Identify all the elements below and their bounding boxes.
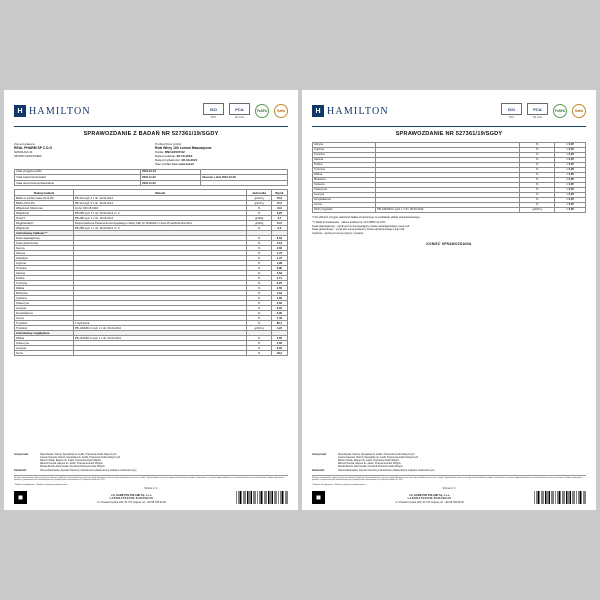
header-divider-2 [312, 126, 586, 127]
table-row: Walina PB-134/HPLC wyd. 1 z dn. 06.02.2012 % 4,55 [15, 336, 288, 341]
table-row: Tryptofan z wyliczenia % 80,1 [15, 321, 288, 326]
legal-note-small-2: * Badanie akredytowane, # Badanie wykonane podwykonawczo [312, 483, 366, 486]
table-row: Fenyloalanina % 2,90 [15, 311, 288, 316]
page2-notes: *) Do obliczeń przyjęto zawartość białka oznaczonego na podstawie składu aminokwasowego. **) Skład aminokwasów - zakres analityczny od 0,085% do 10%. Kwas asparaginowy - wynik jest sumą asparaginy, kwasu asparaginowego i jego soli. Kwas glutaminowy - wynik jest sumą glutaminy, kwasu glutaminowego i jego soli. Cysteina - wynik jest sumą cystyny i cysteiny. [312, 215, 421, 235]
company-block-2: J.S. HAMILTON POLAND Sp. z o.o. LABORATORIUM BADAWCZE ul. Chwaszczyńska 180, 81-571 Gdynia, tel. +48 58 766 99 00 [395, 493, 464, 504]
legal-note-2: Niniejsze sprawozdanie dotyczy wyłącznie badanych obiektów. Sprawozdanie bez pisemnej zgody laboratorium nie może być powielane inaczej niż w całości. Wyniki badań odnoszą się wyłącznie do badanych próbek. Laboratorium nie ponosi odpowiedzialności za informacje dostarczone przez klienta. Podane niepewności pomiaru są niepewnościami rozszerzonymi przy współczynniku rozszerzenia k=2 i poziomie ufności ok. 95%. [312, 475, 586, 482]
table-row: Leucyna % < 0,05 [313, 192, 586, 197]
date-row: Data ukończenia sprawozdania 2019-11-22 [15, 180, 288, 186]
legal-note-small-1: * Badanie akredytowane, # Badanie wykonane podwykonawczo [14, 483, 68, 486]
table-row: Kwas asparaginowy % 9,54 [15, 236, 288, 241]
table-row: Aminokwasy białkowe ** [15, 231, 288, 236]
table-row: Izoleucyna % < 0,05 [313, 187, 586, 192]
page1-title: SPRAWOZDANIE Z BADAŃ NR 527361/19/SGDY [83, 130, 219, 137]
table-row: Treonina % 5,90 [15, 266, 288, 271]
iso-badge-icon-2: ISO 9001 [501, 103, 522, 119]
page1-footer [14, 454, 288, 504]
certification-badges-2 [501, 103, 586, 119]
pca-badge-icon-2: PCA AB 1234 [527, 103, 548, 119]
table-row: Alanina % 4,63 [15, 271, 288, 276]
table-row: Aminokwasy rozgałęzione [15, 331, 288, 336]
table-row: Glicyna % < 0,05 [313, 142, 586, 147]
table-row: Tyrozyna % < 0,05 [313, 167, 586, 172]
dates-table [14, 169, 288, 187]
qr-code-icon-2 [312, 491, 325, 504]
logo-mark-icon: H [14, 105, 26, 117]
company-block-1: J.S. HAMILTON POLAND Sp. z o.o. LABORATORIUM BADAWCZE ul. Chwaszczyńska 180, 81-571 Gdynia, tel. +48 58 766 99 00 [97, 493, 166, 504]
table-row: Leucyna % 9,02 [15, 306, 288, 311]
table-row: Cysteina % < 0,05 [313, 182, 586, 187]
page2-title: SPRAWOZDANIE NR 527361/19/SGDY [395, 130, 503, 137]
hamilton-logo [14, 105, 91, 117]
results-table-page2 [312, 142, 586, 213]
table-row: Fenyloalanina % < 0,05 [313, 197, 586, 202]
column-header: Rodzaj badania [15, 190, 74, 196]
sample-block: Próbka/Opis próbki Real Whey 100 Lemon Mascarpone Partia: BN/191507/42 Data produkcji: 28-10-2019 Data przydatności: 28-10-2021 Stan próbki: bez zastrzeżeń [155, 141, 212, 166]
header-divider [14, 126, 288, 127]
end-of-report-label: KONIEC SPRAWOZDANIA [426, 242, 472, 247]
logo-wordmark: HAMILTON [29, 105, 91, 117]
table-row: Izoleucyna % 4,62 [15, 301, 288, 306]
table-row: Seryna % 4,65 [15, 246, 288, 251]
table-row: Suma % 18,2 [15, 351, 288, 356]
table-row: Prolina % < 0,05 [313, 162, 586, 167]
column-header: Jednostka [247, 190, 271, 196]
barcode-icon-2 [534, 491, 586, 504]
table-row: Treonina % < 0,05 [313, 152, 586, 157]
table-row: Białko (N×6,25) PB-114 wyd. 6 z dn. 30.06.2014 g/100 g 72,5 [15, 201, 288, 206]
table-row: Tryptofan PB-136/HPLC wyd. 1 z dn. 06.02.2012 g/100 g 1,23 [15, 326, 288, 331]
table-row: Tyrozyna % 2,22 [15, 281, 288, 286]
table-row: Wilgotność PB-285 wyd. 1 z dn. 30.09.2014 cz. 5 % 0,0 [15, 226, 288, 231]
pca-badge-icon: PCA AB 1234 [229, 103, 250, 119]
table-row: Tłuszcz PB-286 wyd. 1 z dn. 20.09.2014 g/100g 4,7 [15, 216, 288, 221]
table-row: Walina % < 0,05 [313, 172, 586, 177]
table-row: Glicyna % 1,47 [15, 251, 288, 256]
date-row: Data przyjęcia próbki 2019-10-31 [15, 169, 288, 175]
page2-footer [312, 454, 586, 504]
certification-badges [203, 103, 288, 119]
gafta-badge-icon-2: Gafta [572, 104, 586, 118]
logo-wordmark-2: HAMILTON [327, 105, 389, 117]
table-row: Leucyna % 9,02 [15, 346, 288, 351]
authorized-by-2: Autoryzował: Alicja Nowak, Starszy Specjalista ds. Analiz, Pracownia Analiz Klasycznych Joanna Śpiewak, Starszy Specjalista ds. Analiz, Pracownia Analiz Klasycznych Marcin Kubiak, Ekspert ds. analiz, Pracownia Analiz Wilgotn. Mariusz Paczka, Ekspert ds. analiz, Pracownia Analiz Wilgotn. Monika Bembe-Zakrzewska, Kierownik Pracowni Analiz Wilgotn. Zatwierdził: Hanna Wachowska, Dyrektor Naczelny Laboratorium (Zatwierdzono podpisem elektronicznym) [312, 454, 435, 472]
table-row: Cysteina % 1,65 [15, 296, 288, 301]
qr-code-icon [14, 491, 27, 504]
table-row: Metionina % 1,64 [15, 291, 288, 296]
table-row: Węglowodany* Rozporządzenie Parlamentu Europejskiego i Rady (UE) Nr 1169/2011 z dnia 25 października 2011 g/100g 11,5 [15, 221, 288, 226]
fosfa-badge-icon: FoSFA [255, 104, 269, 118]
iso-badge-icon: ISO 9001 [203, 103, 224, 119]
gafta-badge-icon: Gafta [274, 104, 288, 118]
table-row: Kwas glutaminowy % 14,3 [15, 241, 288, 246]
table-row: Prolina % 4,71 [15, 276, 288, 281]
page-number-2: Strona 2 / 2 [442, 487, 456, 490]
table-row: Lizyna % 7,40 [15, 316, 288, 321]
table-row: Wilgotność PB-080 wyd. 5 z dn. 06.09.2013 cz. 2 % 3,25 [15, 211, 288, 216]
footer-identity-2 [312, 491, 586, 504]
date-row: Data zakończenia badań 2019-11-22 Zlecenie z dnia 2019-10-30 [15, 175, 288, 181]
table-row: Metionina % < 0,05 [313, 177, 586, 182]
table-row: Izoleucyna % 4,62 [15, 341, 288, 346]
barcode-icon [236, 491, 288, 504]
column-header: Wynik [271, 190, 287, 196]
table-row: Wilgotność Obliczenia ACAC 925.45:1994 % <0,5 [15, 206, 288, 211]
document-pages [0, 90, 600, 510]
table-row: Walina % 4,55 [15, 286, 288, 291]
page-number-1: Strona 1 / 2 [144, 487, 158, 490]
page2-header [312, 98, 586, 124]
table-row: Arginina % < 0,05 [313, 147, 586, 152]
page1-header [14, 98, 288, 124]
page1-meta [14, 142, 288, 166]
report-page-2 [302, 90, 596, 510]
table-row: Wolny tryptofan PB-136/HPLC wyd. 1 z dn. 06.02.2012 g/100 g < 0,05 [313, 207, 586, 212]
legal-note-1: Niniejsze sprawozdanie dotyczy wyłącznie badanych obiektów. Sprawozdanie bez pisemnej zgody laboratorium nie może być powielane inaczej niż w całości. Wyniki badań odnoszą się wyłącznie do badanych próbek. Laboratorium nie ponosi odpowiedzialności za informacje dostarczone przez klienta. Podane niepewności pomiaru są niepewnościami rozszerzonymi przy współczynniku rozszerzenia k=2 i poziomie ufności ok. 95%. [14, 475, 288, 482]
table-row: Białko w suchej masie (N×6,25) PB-114 wyd. 6 z dn. 30.06.2014 g/100 g 76,3 [15, 196, 288, 201]
table-row: Histydyna % 1,47 [15, 256, 288, 261]
table-row: Alanina % < 0,05 [313, 157, 586, 162]
footer-identity-1 [14, 491, 288, 504]
table-row: Arginina % 1,99 [15, 261, 288, 266]
fosfa-badge-icon-2: FoSFA [553, 104, 567, 118]
table-row: Lizyna % < 0,05 [313, 202, 586, 207]
client-block: Zleceniodawca REAL PHARM SP Z.O.O SZKOLNA 41 05-550 CZAPLINEK [14, 141, 53, 158]
column-header: Metoda [73, 190, 247, 196]
results-table-page1 [14, 189, 288, 356]
logo-mark-icon-2: H [312, 105, 324, 117]
report-page-1 [4, 90, 298, 510]
authorized-by: Autoryzował: Alicja Nowak, Starszy Specjalista ds. Analiz, Pracownia Analiz Klasycznych Joanna Śpiewak, Starszy Specjalista ds. Analiz, Pracownia Analiz Klasycznych Marcin Kubiak, Ekspert ds. analiz, Pracownia Analiz Wilgotn. Mariusz Paczka, Ekspert ds. analiz, Pracownia Analiz Wilgotn. Monika Bembe-Zakrzewska, Kierownik Pracowni Analiz Wilgotn. Zatwierdził: Hanna Wachowska, Dyrektor Naczelny Laboratorium (Zatwierdzono podpisem elektronicznym) [14, 454, 137, 472]
hamilton-logo-2 [312, 105, 389, 117]
